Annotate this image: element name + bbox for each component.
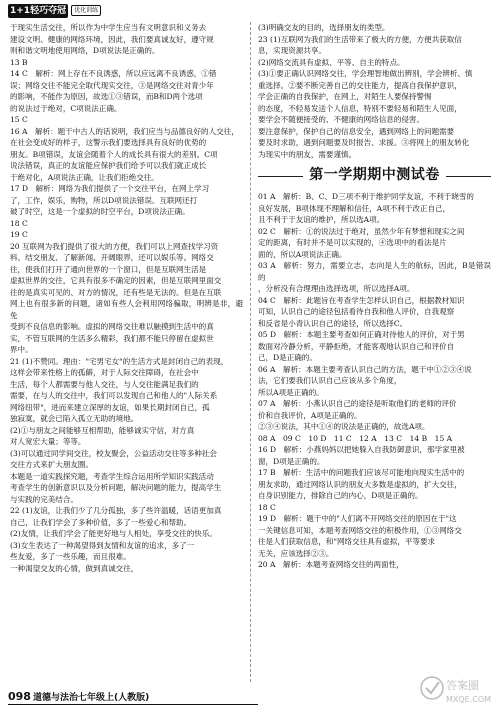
answer-line: 往的是真实可见的、对方的情况，还有些是无法的。但是在互联 — [10, 287, 222, 297]
answer-line: 18 C — [258, 502, 276, 512]
answer-line: 生活，每个人都需要与他人交往，与人交往能满足我们的 — [10, 379, 199, 389]
answer-line: 说法错误，真正的友谊能应保护我们给予可以我们就正成长 — [10, 161, 207, 170]
answer-line: 和反省是小青认识自己的途径，所以选择C。 — [258, 318, 408, 328]
answer-line: 19 C — [10, 230, 28, 239]
answer-line: 14 C 解析：网上存在不良诱惑，所以应远离不良诱惑，①错 — [10, 69, 217, 78]
answer-line: 这样会带来性格上的孤僻，对于人际交往障碍，在社会中 — [10, 368, 199, 377]
column-divider — [250, 22, 251, 682]
logo-subtitle: 优化训练 — [71, 5, 101, 16]
answer-line: 一关键信息可知，本题考查网络交往的积极作用，①③网络交 — [258, 525, 462, 535]
title-rule-right — [446, 176, 491, 177]
answer-line: 数面对冷静分析，平静拒绝，才能客观地认识自己和评价自 — [258, 341, 455, 351]
answer-line: 07 A 解析：小燕认识自己的途径是听取他们的老师的评价 — [258, 399, 457, 408]
answer-line: 于现实生活交往，所以作为中学生应当有文明意识和义务去 — [10, 23, 207, 32]
answer-line: 20 A 解析：本题考查网络交往的两面性， — [258, 560, 404, 569]
answer-line: 了，工作，娱乐，购物，所以D项说法错误。互联网还打 — [10, 195, 198, 205]
answer-line: 的说法过于绝对，C项说法正确。 — [10, 103, 122, 113]
watermark-url: MXQE.COM — [446, 695, 492, 704]
answer-line: 网上也有很多新的问题，诸如有些人会利用网络骗取，明辨是非，避免 — [10, 299, 243, 320]
answer-line: 些友爱，多了一些乐趣，而且很难。 — [10, 552, 131, 561]
page-header — [0, 0, 500, 22]
answer-line: 15 C — [10, 115, 28, 124]
answer-line: 无关，应该选择②③。 — [258, 548, 334, 558]
title-rule-left — [258, 176, 303, 177]
answer-line: 要及时求助，遇到问题要及时报告、求援。③将网上的朋友转化 — [258, 138, 470, 147]
answer-line: 独寂寞，就会已陷入孤立无助的境地。 — [10, 414, 139, 423]
answer-line: 于绝对化，A项说法正确，让我们拒绝交往。 — [10, 172, 159, 182]
answer-line: 建设文明、健康的网络环境，因此，我们要真诚友好，遵守规 — [10, 34, 214, 44]
left-column — [10, 22, 243, 682]
answer-line: 息，实现资源共享。 — [258, 46, 326, 55]
answer-line: 04 C 解析：此题旨在考查学生怎样认识自己，根据教材知识 — [258, 295, 465, 305]
watermark-text: 答案圈 — [446, 679, 479, 692]
answer-line: 破了时空，这是一个虚拟的时空平台，D项说法正确。 — [10, 207, 190, 216]
answer-line: 法，它们要我们认识自己应该从多个角度， — [258, 376, 402, 385]
answer-line: 料、结交朋友、了解新闻、开阔眼界，还可以娱乐等。网络交 — [10, 253, 214, 262]
answer-line: (2)①与朋友之间能够互相帮助，能够诚实守信，对方真 — [10, 425, 195, 435]
answer-line: 23 (1)互联网为我们的生活带来了极大的方便，方便共获取信 — [258, 34, 462, 44]
answer-line: 己，D是正确的。 — [258, 353, 317, 362]
answer-line: 03 A 解析：努力，需要立志，志向是人生的航标，因此，B是错误的 — [258, 261, 491, 282]
answer-line: 18 C — [10, 218, 28, 228]
book-title: 道德与法治七年级上(人教版) — [32, 692, 150, 703]
answer-line: (3)①要正确认识网络交往，学会理智地做出辨别，学会辨析、慎 — [258, 69, 473, 78]
answer-line: 对人宽宏大量；等等。 — [10, 437, 86, 446]
answer-line: 08 A 09 C 10 D 11 C 12 A 13 C 14 B 15 A — [258, 433, 453, 443]
right-column-top — [258, 22, 491, 160]
answer-line: 17 D 解析：网络为我们提供了一个交往平台，在网上学习 — [10, 184, 210, 193]
answer-line: 所以A项是正确的。 — [258, 387, 324, 397]
section-title-band — [258, 163, 491, 189]
watermark-logo — [420, 672, 494, 708]
section-title: 第一学期期中测试卷 — [309, 167, 440, 184]
answer-line: 需要，在与人的交往中，我们可以发现自己和他人的"人际关系 — [10, 391, 218, 400]
answer-line: 朋友求助，通过网络认识的朋友大多数是虚拟的，扩大交往， — [258, 479, 462, 489]
answer-line: 朋友。B项错误，友谊会随着个人的成长具有很大的差别。C项 — [10, 149, 218, 159]
footer-rule — [8, 704, 258, 705]
answer-line: ②③④说法，其中①④的说法是正确的，故选A项。 — [258, 422, 430, 431]
right-column — [258, 22, 491, 682]
answer-line: 06 A 解析：本题主要考查认识自己的方法，题干中①②③④说 — [258, 364, 472, 374]
answer-line: 价和自我评价，A项是正确的。 — [258, 410, 362, 420]
answer-line: 在社会变成好的样子，这警示我们要选择具有良好的优势的 — [10, 138, 207, 147]
answer-line: ，分析没有合理理由选择选项，所以选择A项。 — [258, 284, 415, 293]
answer-line: 的影响，不能作为原因，故选①③错误，而B和D两个选项 — [10, 92, 203, 101]
answer-line: 窗，D项是正确的。 — [258, 456, 325, 466]
answer-line: 02 C 解析：①的说法过于绝对，虽然少年有梦想和现实之间 — [258, 226, 465, 236]
answer-line: 且不利于于友谊的维护，所以选A项。 — [258, 215, 385, 224]
logo-text: 1+1轻巧夺冠 — [10, 5, 67, 16]
answer-line: 自己，让我们学会了多种价值，多了一些爱心和帮助。 — [10, 517, 192, 527]
right-column-bottom — [258, 191, 491, 571]
answer-line: 则和谐文明地使用网络，D项说法是正确的。 — [10, 46, 160, 55]
answer-line: 为现实中的朋友，需要谨慎。 — [258, 149, 357, 159]
answer-line: 重选择。②要不断完善自己的交往能力，提高自我保护意识， — [258, 80, 462, 90]
answer-line: 定的距离，有时并不是可以实现的，④选项中的看法是片 — [258, 238, 447, 247]
answer-line: 16 A 解析：题干中古人的话说明，我们应当与品德良好的人交往， — [10, 126, 239, 136]
answer-line: 良好发展，B项体现不理解和信任，A项不利于改正自己， — [258, 203, 451, 213]
answer-line: 17 B 解析：生活中的问题我们应该尽可能地向现实生活中的 — [258, 468, 465, 477]
answer-line: 网络纽带"，进而来建立深厚的友谊，如果长期封闭自己，孤 — [10, 402, 210, 412]
answer-line: 可知，认识自己的途径包括看待自我和他人评价，自我观察 — [258, 307, 455, 316]
answer-line: (3)女生表达了一种渴望得到友情和友谊的追求，多了一 — [10, 540, 195, 550]
answer-line: 与实践的完美结合。 — [10, 494, 78, 504]
answer-line: 往，使我们打开了通向世界的一个窗口，但是互联网生活是 — [10, 264, 207, 274]
answer-line: 实，不管互联网的生活多么精彩，我们都不能只停留在虚拟世 — [10, 333, 214, 343]
answer-line: 考查学生的创新意识以及分析问题，解决问题的能力，提高学生 — [10, 483, 222, 492]
answer-line: 20 互联网为我们提供了很大的方便，我们可以上网查找学习资 — [10, 241, 219, 251]
answer-line: 21 (1)不赞同。理由："宅男宅女"的生活方式是封闭自己的表现， — [10, 356, 229, 366]
answer-line: 要学会不随便接受的、不健康的网络信息的侵害。 — [258, 115, 425, 124]
answer-line: 学会正确的自我保护，在网上，对陌生人要保持警惕 — [258, 92, 432, 101]
answer-line: 面的，所以A项说法正确。 — [258, 249, 347, 259]
answer-line: 误；网络交往不能完全取代现实交往，③是网络交往对青少年 — [10, 80, 214, 90]
brand-logo — [8, 2, 101, 19]
answer-line: 16 D 解析：小燕妈妈以把她躲入自我防御意识，那学家里被 — [258, 445, 465, 454]
answer-line: (2)网络交流具有虚拟、平等、自主的特点。 — [258, 57, 405, 67]
answer-line: (2)友情，让我们学会了能更好地与人相处，享受交往的快乐。 — [10, 529, 217, 538]
answer-line: 虚拟世界的交往，它具有很多不确定的因素，但是互联网里面交 — [10, 276, 222, 285]
answer-line: 22 (1)友谊，让我们少了几分孤独，多了些许温暖，话语更加真 — [10, 506, 222, 515]
answer-line: (3)可以通过同学间交往，校友聚会，公益活动交往等多种社会 — [10, 448, 217, 458]
answer-line: 01 A 解析：B、C、D三项不利于维护同学友谊，不利于晓雪的 — [258, 192, 474, 201]
page-number: 098 — [8, 689, 31, 703]
answer-line: 本题是一道实践探究题，考查学生综合运用所学知识实践活动 — [10, 471, 214, 481]
answer-line: 的态度，不轻易发送个人信息，特别不要轻易和陌生人见面， — [258, 103, 462, 113]
answer-line: 自身识别能力，排除自己的内心，D项是正确的。 — [258, 491, 423, 500]
answer-line: 受到不良信息的影响。虚拟的网络交往难以触摸到生活中的真 — [10, 322, 214, 331]
answer-line: 要注意保护，保护自己的信息安全，遇到网络上的问题需要 — [258, 126, 455, 136]
answer-line: 13 B — [10, 57, 28, 67]
answer-line: 05 D 解析：本题主要考查如何正确对待他人的评价，对于男 — [258, 330, 465, 339]
answer-line: 一种渴望交友的心情，做到真诚交往， — [10, 563, 139, 573]
answer-line: 19 D 解析：题干中的"人们离不开网络交往的原因在于"这 — [258, 514, 457, 523]
answer-line: (3)明确交友的目的，选择朋友的类型。 — [258, 23, 390, 32]
answer-line: 界中。 — [10, 345, 33, 354]
page-footer — [8, 686, 149, 706]
answer-line: 交往方式来扩大朋友圈。 — [10, 460, 94, 469]
answer-line: 往是人们获取信息，和"网络交往具有虚拟，平等要求 — [258, 537, 436, 546]
